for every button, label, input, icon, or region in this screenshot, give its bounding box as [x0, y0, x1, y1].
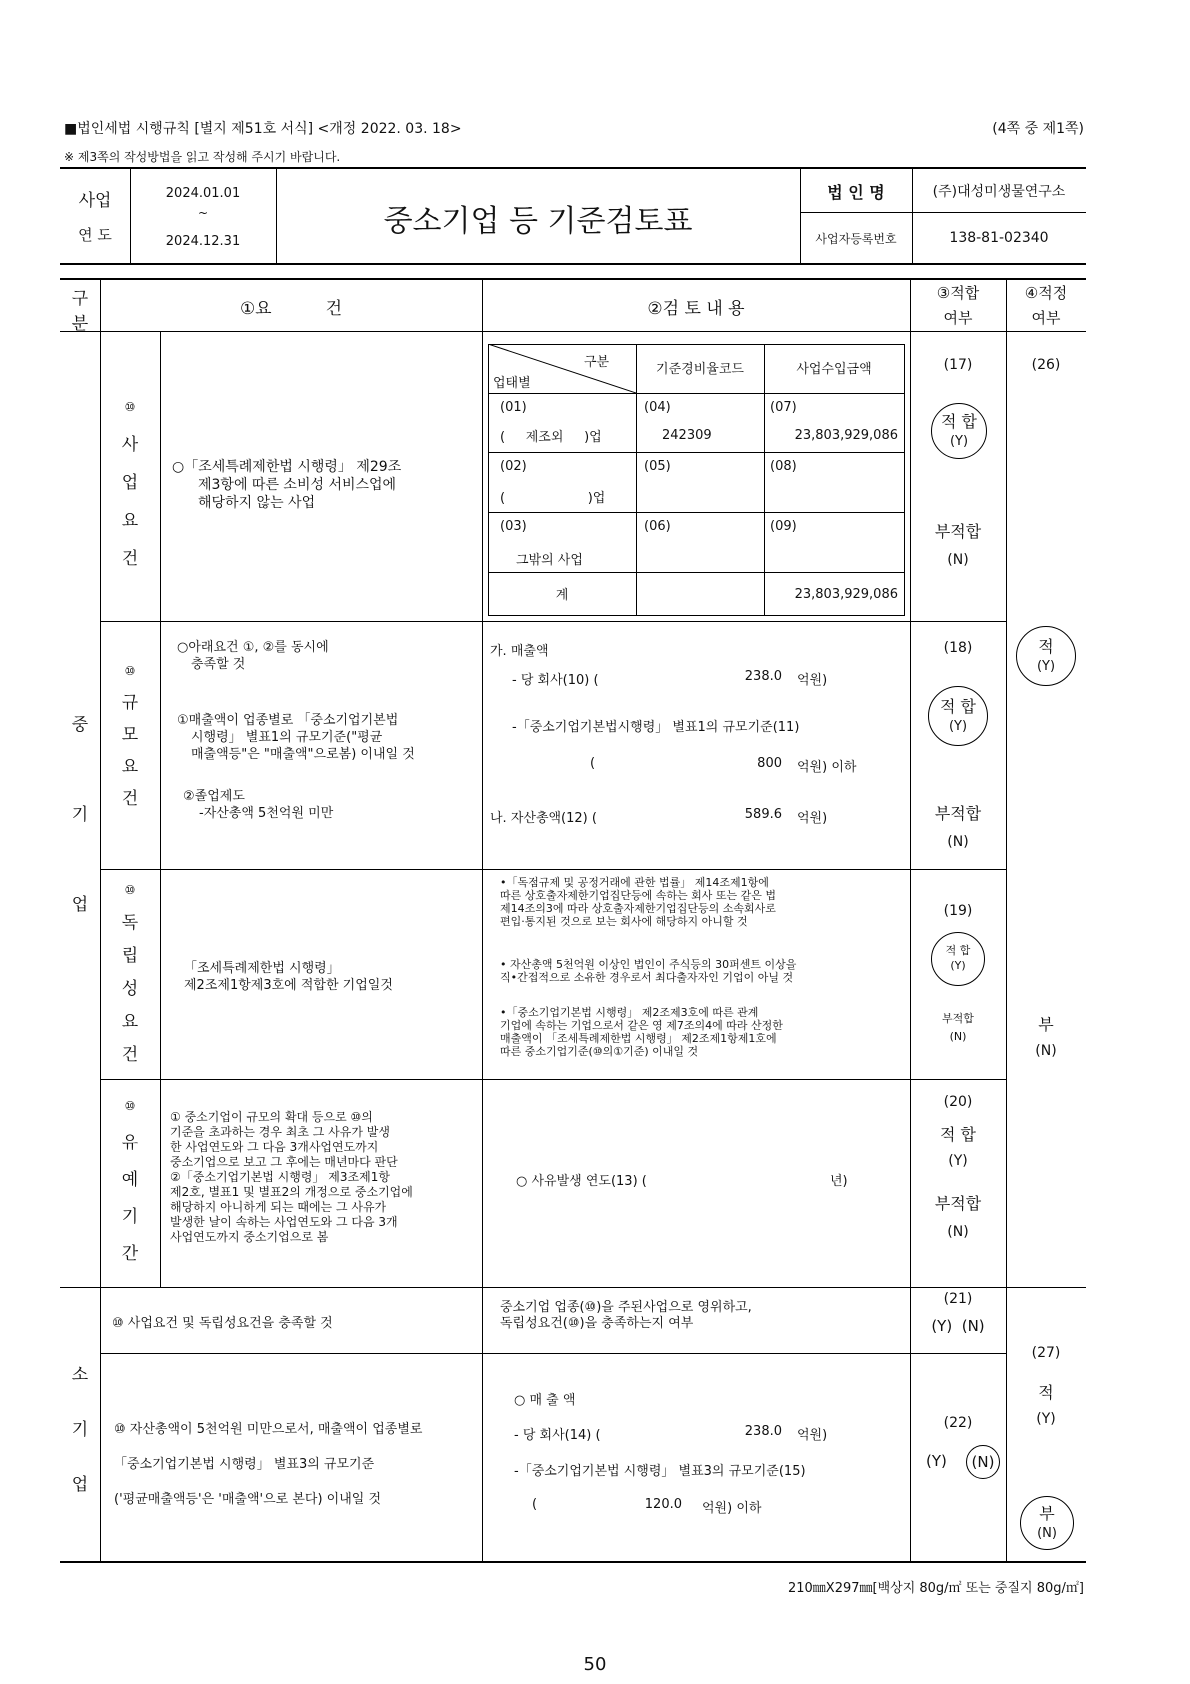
reg-number-value: 138-81-02340: [949, 230, 1049, 246]
row102-unfit: 부적합 (N): [934, 804, 982, 850]
row102-req3: ②졸업제도 -자산총액 5천억원 미만: [183, 789, 334, 821]
col-fit3: ③적합 여부: [936, 284, 980, 327]
row102-standard-unit: 억원) 이하: [797, 760, 857, 775]
cell-03-other: 그밖의 사업: [516, 553, 583, 568]
row106-fit-n-circle: (N): [966, 1445, 1000, 1479]
row105-fit-code: (21): [943, 1291, 973, 1307]
cell-01: (01): [500, 400, 527, 415]
row104-fit-code: (20): [943, 1094, 973, 1110]
row104-fit: 적 합 (Y): [940, 1125, 976, 1169]
form-note: ※ 제3쪽의 작성방법을 읽고 작성해 주시기 바랍니다.: [64, 150, 341, 164]
row106-standard-unit: 억원) 이하: [702, 1501, 762, 1516]
date-tilde: ~: [197, 206, 209, 220]
cell-06: (06): [644, 519, 671, 534]
row106-standard-open: (: [532, 1497, 538, 1512]
row102-label: ⑩ 규 모 요 건: [121, 664, 139, 809]
row102-fit-circle: 적 합 (Y): [928, 686, 988, 746]
row101-requirement: ○「조세특례제한법 시행령」 제29조 제3항에 따른 소비성 서비스업에 해당하지 않는 사업: [172, 459, 402, 511]
row106-requirement: ⑩ 자산총액이 5천억원 미만으로서, 매출액이 업종별로 「중소기업기본법 시행령」 별표3의 규모기준 ('평균매출액등'은 '매출액'으로 본다) 이내일 것: [114, 1422, 423, 1507]
row105-fit-yn: (Y) (N): [931, 1317, 985, 1335]
col-gubun: 구 분: [71, 289, 89, 334]
date-to: 2024.12.31: [165, 234, 241, 249]
page-number: 50: [583, 1654, 607, 1675]
row106-standard-value: 120.0: [644, 1497, 682, 1512]
total-value: 23,803,929,086: [794, 587, 898, 602]
cell-02-industry: ( )업: [500, 491, 606, 506]
row102-standard-label: -「중소기업기본법시행령」 별표1의 규모기준(11): [512, 720, 800, 735]
row105-requirement: ⑩ 사업요건 및 독립성요건을 충족할 것: [112, 1316, 333, 1331]
industry-table-amount-header: 사업수입금액: [796, 362, 872, 377]
cell-08: (08): [770, 459, 797, 474]
date-from: 2024.01.01: [165, 186, 241, 201]
row103-review2: • 자산총액 5천억원 이상인 법인이 주식등의 30퍼센트 이상을 직•간접적으로 소유한 경우로서 최다출자자인 기업이 아닐 것: [500, 958, 797, 984]
row102-assets-label: 나. 자산총액(12) (: [490, 811, 597, 826]
cell-07: (07): [770, 400, 797, 415]
paper-spec: 210㎜X297㎜[백상지 80g/㎡ 또는 중질지 80g/㎡]: [787, 1581, 1084, 1596]
row102-sales-company-value: 238.0: [744, 669, 782, 684]
industry-table-gubun: 구분: [584, 355, 610, 370]
small-col4-fit: 적 (Y): [1036, 1383, 1056, 1427]
total-label: 계: [555, 588, 569, 603]
row106-fit-code: (22): [943, 1415, 973, 1431]
row106-company-label: - 당 회사(14) (: [514, 1428, 601, 1443]
row101-label: ⑩ 사 업 요 건: [121, 400, 139, 569]
row101-fit-code: (17): [943, 357, 973, 373]
reg-number-label: 사업자등록번호: [815, 232, 897, 246]
row102-fit-code: (18): [943, 640, 973, 656]
cell-09: (09): [770, 519, 797, 534]
cell-07-amount: 23,803,929,086: [794, 428, 898, 443]
cell-01-industry: ( 제조외 )업: [500, 430, 602, 445]
row101-col4-code: (26): [1031, 357, 1061, 373]
cell-04-code: 242309: [662, 428, 712, 443]
row104-requirement: ① 중소기업이 규모의 확대 등으로 ⑩의 기준을 초과하는 경우 최초 그 사유가 발생 한 사업연도와 그 다음 3개사업연도까지 중소기업으로 보고 그 후에는 매년마다 판단 ②「중소기업기본법 시행령」 제3조제1항 제2호, 별표1 및 별표2의 개정으로 중소기업에 해당하지 아니하게 되는 때에는 그 사유가 발생한 날이 속하는 사업연도와 그 다음 3개 사업연도까지 중소기업으로 봄: [170, 1110, 413, 1244]
row102-standard-open: (: [590, 756, 596, 771]
row101-unfit: 부적합 (N): [934, 522, 982, 568]
small-col4-code: (27): [1031, 1345, 1061, 1361]
section-sme-label: 중 기 업: [71, 715, 89, 915]
row102-sales-company-unit: 억원): [797, 673, 828, 688]
business-year-label: 사업: [78, 191, 112, 211]
industry-table-code-header: 기준경비율코드: [656, 362, 744, 377]
col-fit4: ④적정 여부: [1024, 284, 1068, 327]
cell-03: (03): [500, 519, 527, 534]
row106-sales-title: ○ 매 출 액: [514, 1393, 576, 1408]
row103-label: ⑩ 독 립 성 요 건: [121, 883, 139, 1065]
row102-assets-value: 589.6: [744, 807, 782, 822]
page-title: 중소기업 등 기준검토표: [383, 204, 693, 239]
sme-col4-unfit: 부 (N): [1035, 1015, 1057, 1059]
industry-table-upte: 업태별: [493, 376, 531, 391]
row102-req2: ①매출액이 업종별로 「중소기업기본법 시행령」 별표1의 규모기준("평균 매출액등"은 "매출액"으로봄) 이내일 것: [177, 713, 415, 762]
row104-unfit: 부적합 (N): [934, 1194, 982, 1240]
col-review: ②검 토 내 용: [647, 299, 745, 319]
form-header-left: ■법인세법 시행규칙 [별지 제51호 서식] <개정 2022. 03. 18>: [64, 121, 462, 137]
business-year-label-2: 연 도: [78, 226, 112, 244]
row102-sales-company-label: - 당 회사(10) (: [512, 673, 599, 688]
row102-sales-title: 가. 매출액: [490, 644, 549, 659]
row103-requirement: 「조세특례제한법 시행령」 제2조제1항제3호에 적합한 기업일것: [184, 961, 393, 993]
cell-04: (04): [644, 400, 671, 415]
row104-label: ⑩ 유 예 기 간: [121, 1099, 139, 1264]
row103-review3: •「중소기업기본법 시행령」 제2조제3호에 따른 관계 기업에 속하는 기업으로서 같은 영 제7조의4에 따라 산정한 매출액이 「조세특례제한법 시행령」 제2조제1항제1호에 따른 중소기업기준(⑩의①기준) 이내일 것: [500, 1006, 783, 1058]
row106-company-unit: 억원): [797, 1428, 828, 1443]
section-small-label: 소 기 업: [71, 1365, 89, 1495]
row103-fit-code: (19): [943, 903, 973, 919]
small-col4-unfit-circle: 부 (N): [1020, 1496, 1074, 1550]
sme-col4-fit-circle: 적 (Y): [1016, 626, 1076, 686]
row104-review-label: ○ 사유발생 연도(13) (: [516, 1174, 647, 1189]
corp-name-label: 법 인 명: [827, 183, 885, 202]
row103-fit-circle: 적 합 (Y): [931, 932, 985, 986]
col-requirement: ①요 건: [239, 299, 343, 319]
row105-review: 중소기업 업종(⑩)을 주된사업으로 영위하고, 독립성요건(⑩)을 충족하는지 여부: [500, 1300, 752, 1331]
row106-company-value: 238.0: [744, 1424, 782, 1439]
row102-assets-unit: 억원): [797, 811, 828, 826]
row103-unfit: 부적합 (N): [942, 1012, 974, 1043]
row106-standard-label: -「중소기업기본법 시행령」 별표3의 규모기준(15): [514, 1464, 806, 1479]
row106-fit-y: (Y): [926, 1452, 947, 1470]
cell-05: (05): [644, 459, 671, 474]
row102-standard-value: 800: [757, 756, 782, 771]
row101-fit-circle: 적 합 (Y): [931, 403, 987, 459]
row103-review1: •「독점규제 및 공정거래에 관한 법률」 제14조제1항에 따른 상호출자제한기업집단등에 속하는 회사 또는 같은 법 제14조의3에 따라 상호출자제한기업집단등의 소속회사로 편입·통지된 것으로 보는 회사에 해당하지 아니할 것: [500, 876, 777, 928]
page-count: (4쪽 중 제1쪽): [992, 121, 1084, 137]
corp-name-value: (주)대성미생물연구소: [932, 184, 1066, 200]
row102-req1: ○아래요건 ①, ②를 동시에 충족할 것: [177, 640, 329, 672]
row104-review-unit: 년): [830, 1174, 848, 1189]
cell-02: (02): [500, 459, 527, 474]
